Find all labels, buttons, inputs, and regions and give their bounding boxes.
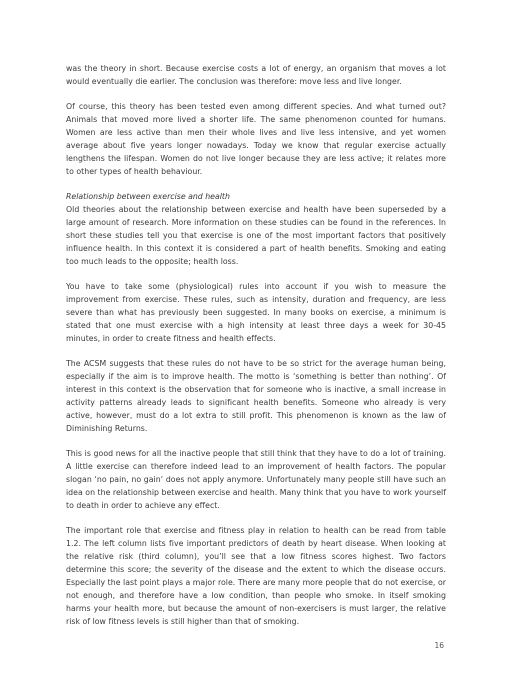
page-number: 16 xyxy=(434,641,444,650)
document-page xyxy=(66,62,446,629)
paragraph-6: This is good news for all the inactive people that still think that they have to do a lot of training. A little exercise can therefore indeed lead to an improvement of health factors. The popular slogan ‘no pain, no gain’ does not apply anymore. Unfortunately many people still have such an idea on the relationship between exercise and health. Many think that you have to work yourself to death in order to achieve any effect. xyxy=(66,448,446,511)
paragraph-7: The important role that exercise and fitness play in relation to health can be read from table 1.2. The left column lists five important predictors of death by heart disease. When looking at the relative risk (third column), you’ll see that a low fitness scores highest. Two factors determine this score; the severity of the disease and the extent to which the disease occurs. Especially the last point plays a major role. There are many more people that do not exercise, or not enough, and therefore have a low condition, than people who smoke. In itself smoking harms your health more, but because the amount of non-exercisers is must larger, the relative risk of low fitness levels is still higher than that of smoking. xyxy=(66,525,446,627)
paragraph-5: The ACSM suggests that these rules do not have to be so strict for the average human being, especially if the aim is to improve health. The motto is ‘something is better than nothing’. Of interest in this context is the observation that for someone who is inactive, a small increase in activity patterns already leads to significant health benefits. Someone who already is very active, however, must do a lot extra to still profit. This phenomenon is known as the law of Diminishing Returns. xyxy=(66,358,446,434)
section-heading: Relationship between exercise and health xyxy=(66,191,230,201)
paragraph-2: Of course, this theory has been tested even among different species. And what turned out? Animals that moved more lived a shorter life. The same phenomenon counted for humans. Women are less active than men their whole lives and live less intensive, and yet women average about five years longer nowadays. Today we know that regular exercise actually lengthens the lifespan. Women do not live longer because they are less active; it relates more to other types of health behaviour. xyxy=(66,101,446,177)
paragraph-1: was the theory in short. Because exercise costs a lot of energy, an organism that moves a lot would eventually die earlier. The conclusion was therefore: move less and live longer. xyxy=(66,64,446,87)
paragraph-4: You have to take some (physiological) rules into account if you wish to measure the improvement from exercise. These rules, such as intensity, duration and frequency, are less severe than what has previously been suggested. In many books on exercise, a minimum is stated that one must exercise with a high intensity at least three days a week for 30-45 minutes, in order to create fitness and health effects. xyxy=(66,281,446,344)
paragraph-3: Old theories about the relationship between exercise and health have been superseded by a large amount of research. More information on these studies can be found in the references. In short these studies tell you that exercise is one of the most important factors that positively influence health. In this context it is considered a part of health benefits. Smoking and eating too much leads to the opposite; health loss. xyxy=(66,204,446,267)
